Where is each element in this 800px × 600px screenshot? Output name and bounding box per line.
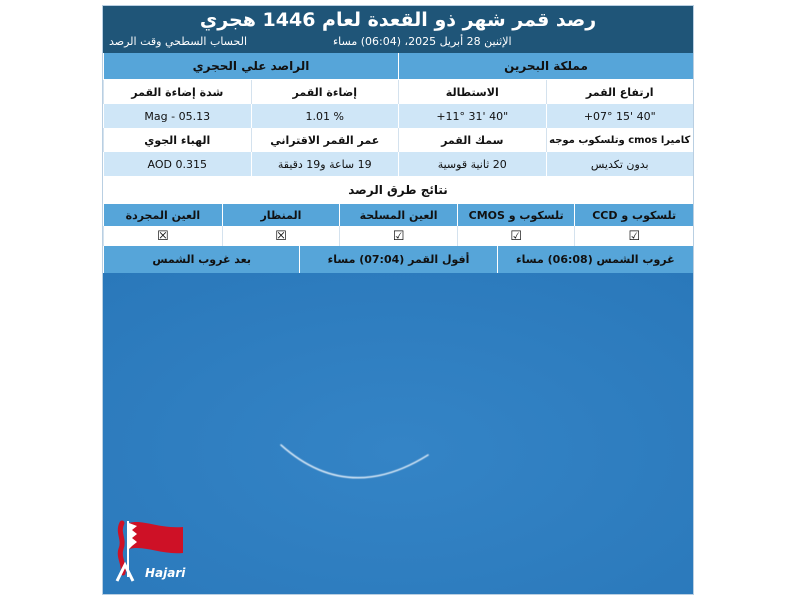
moon-age-value: 19 ساعة و19 دقيقة [251, 152, 399, 176]
method-binoculars-mark: ☒ [222, 226, 340, 246]
conditions-header-row [103, 128, 693, 152]
logo-text: Hajari [145, 566, 186, 580]
magnitude-header: شدة إضاءة القمر [103, 80, 251, 104]
params-value-row [103, 104, 693, 128]
method-binoculars-label: المنظار [222, 204, 340, 226]
crescent-thickness-header: سمك القمر [398, 128, 546, 152]
calculation-note: الحساب السطحي وقت الرصد [109, 35, 247, 48]
method-naked-eye-label: العين المجردة [103, 204, 222, 226]
crescent-photo [103, 273, 693, 595]
illumination-value: % 1.01 [251, 104, 399, 128]
moon-age-header: عمر القمر الاقتراني [251, 128, 399, 152]
moon-altitude-header: ارتفاع القمر [546, 80, 694, 104]
hajari-logo [113, 515, 193, 585]
observation-date: الإثنين 28 أبريل 2025، (06:04) مساء [333, 35, 512, 48]
results-title: نتائج طرق الرصد [103, 176, 693, 204]
method-naked-eye-mark: ☒ [103, 226, 222, 246]
sunset-time: غروب الشمس (06:08) مساء [497, 246, 693, 273]
report-title: رصد قمر شهر ذو القعدة لعام 1446 هجري [199, 9, 597, 31]
method-cmos-label: تلسكوب و CMOS [457, 204, 575, 226]
method-cmos-mark: ☑ [457, 226, 575, 246]
location-row [103, 53, 693, 79]
methods-header-row [103, 204, 693, 226]
observation-card [102, 5, 694, 595]
conditions-value-row [103, 152, 693, 176]
moon-altitude-value: +07° 15' 40" [546, 104, 694, 128]
crescent-thickness-value: 20 ثانية قوسية [398, 152, 546, 176]
country-cell: مملكة البحرين [398, 53, 693, 79]
moonset-time: أفول القمر (07:04) مساء [299, 246, 496, 273]
params-header-row [103, 80, 693, 104]
methods-result-row [103, 226, 693, 246]
method-aided-eye-mark: ☑ [339, 226, 457, 246]
method-aided-eye-label: العين المسلحة [339, 204, 457, 226]
times-row [103, 246, 693, 273]
after-sunset-note: بعد غروب الشمس [103, 246, 299, 273]
stacking-value: بدون تكديس [546, 152, 694, 176]
illumination-header: إضاءة القمر [251, 80, 399, 104]
camera-header: كاميرا cmos وتلسكوب موجه [546, 128, 694, 152]
report-header [103, 6, 693, 53]
method-ccd-label: تلسكوب و CCD [574, 204, 693, 226]
method-ccd-mark: ☑ [574, 226, 693, 246]
results-title-row [103, 176, 693, 204]
aerosol-value: AOD 0.315 [103, 152, 251, 176]
elongation-value: +11° 31' 40" [398, 104, 546, 128]
elongation-header: الاستطالة [398, 80, 546, 104]
observer-cell: الراصد علي الحجري [103, 53, 398, 79]
magnitude-value: Mag - 05.13 [103, 104, 251, 128]
aerosol-header: الهباء الجوي [103, 128, 251, 152]
